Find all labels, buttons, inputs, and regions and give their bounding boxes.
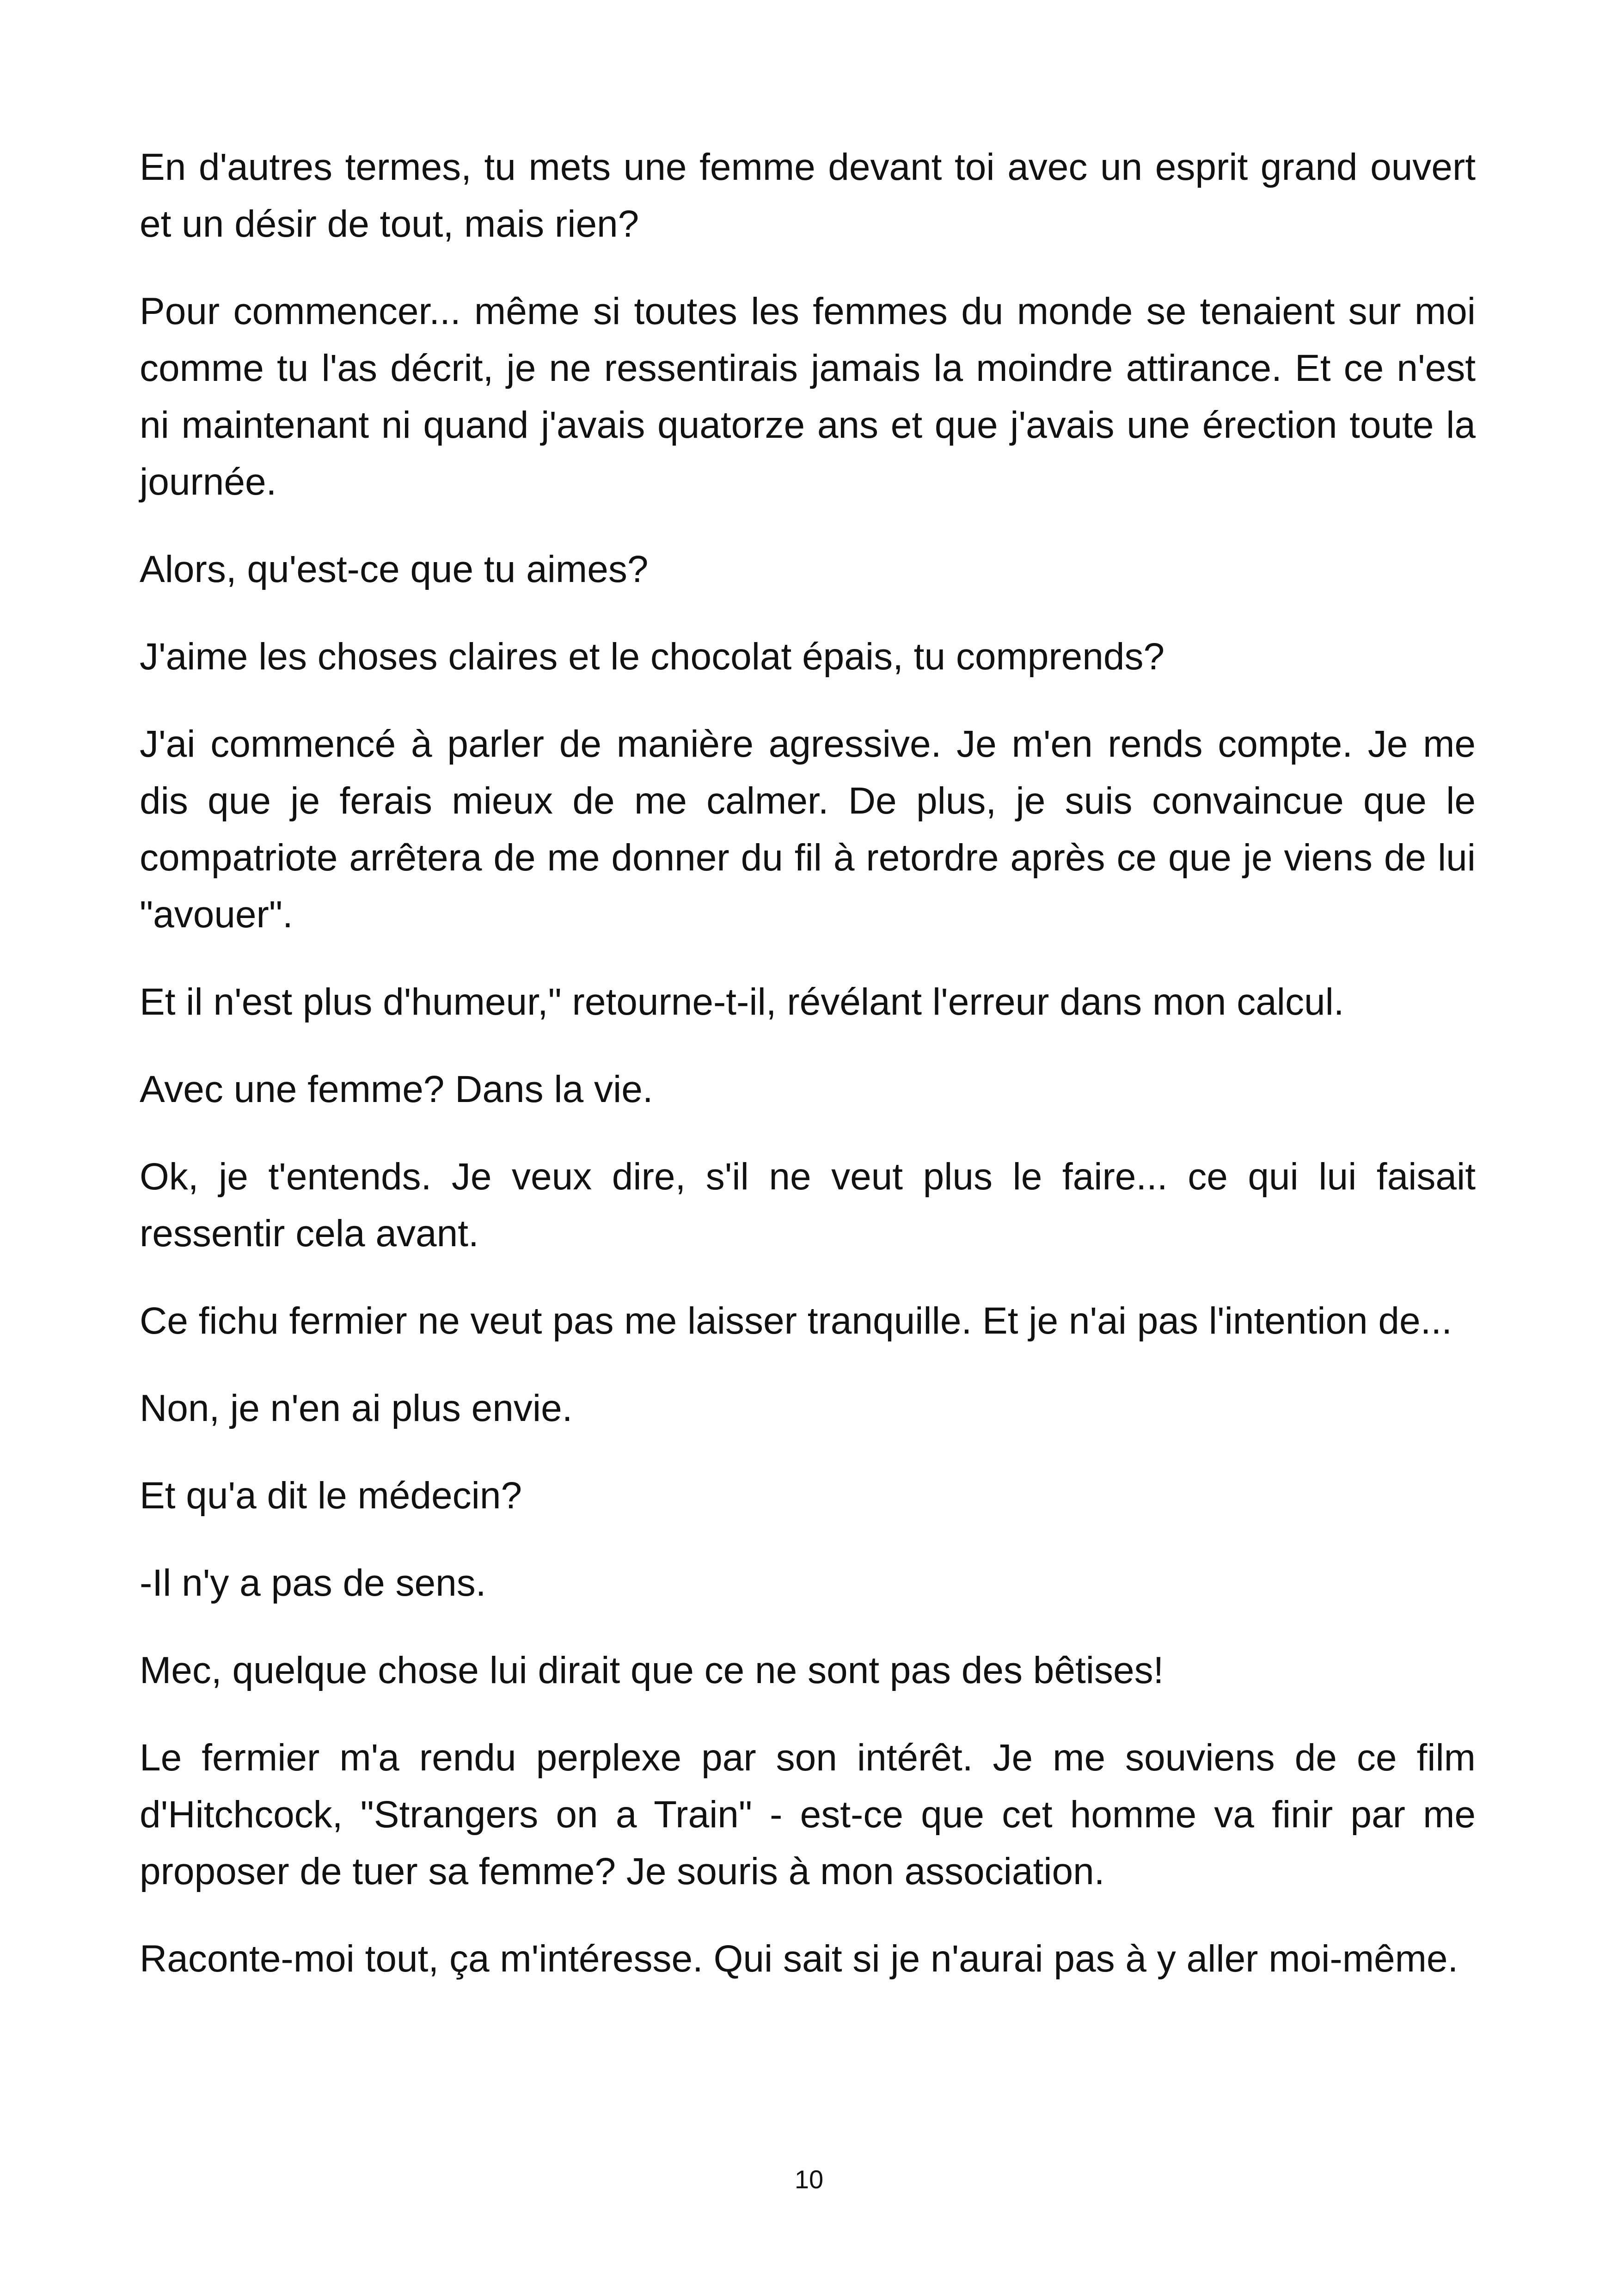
paragraph-2: Pour commencer... même si toutes les femmes du monde se tenaient sur moi comme tu l'as décrit, je ne ressentirais jamais la moindre attirance. Et ce n'est ni maintenant ni quand j'avais quatorze ans et que j'avais une érection toute la journée.	[140, 290, 1476, 503]
paragraph-13: Mec, quelque chose lui dirait que ce ne sont pas des bêtises!	[140, 1649, 1164, 1691]
paragraph-5: J'ai commencé à parler de manière agressive. Je m'en rends compte. Je me dis que je ferais mieux de me calmer. De plus, je suis convaincue que le compatriote arrêtera de me donner du fil à retordre après ce que je viens de lui "avouer".	[140, 723, 1476, 936]
paragraph-14: Le fermier m'a rendu perplexe par son intérêt. Je me souviens de ce film d'Hitchcock, "Strangers on a Train" - est-ce que cet homme va finir par me proposer de tuer sa femme? Je souris à mon association.	[140, 1737, 1476, 1892]
paragraph-10: Non, je n'en ai plus envie.	[140, 1387, 573, 1429]
paragraph-12: -Il n'y a pas de sens.	[140, 1562, 486, 1604]
paragraph-15: Raconte-moi tout, ça m'intéresse. Qui sait si je n'aurai pas à y aller moi-même.	[140, 1938, 1459, 1980]
paragraph-1: En d'autres termes, tu mets une femme devant toi avec un esprit grand ouvert et un désir de tout, mais rien?	[140, 146, 1476, 245]
page-body	[140, 139, 1476, 2018]
paragraph-7: Avec une femme? Dans la vie.	[140, 1068, 653, 1110]
paragraph-8: Ok, je t'entends. Je veux dire, s'il ne veut plus le faire... ce qui lui faisait ressentir cela avant.	[140, 1156, 1476, 1255]
paragraph-4: J'aime les choses claires et le chocolat épais, tu comprends?	[140, 636, 1165, 678]
paragraph-3: Alors, qu'est-ce que tu aimes?	[140, 548, 649, 590]
paragraph-6: Et il n'est plus d'humeur," retourne-t-il, révélant l'erreur dans mon calcul.	[140, 981, 1344, 1023]
paragraph-9: Ce fichu fermier ne veut pas me laisser tranquille. Et je n'ai pas l'intention de...	[140, 1300, 1452, 1342]
paragraph-11: Et qu'a dit le médecin?	[140, 1475, 522, 1517]
page-number: 10	[794, 2165, 824, 2194]
